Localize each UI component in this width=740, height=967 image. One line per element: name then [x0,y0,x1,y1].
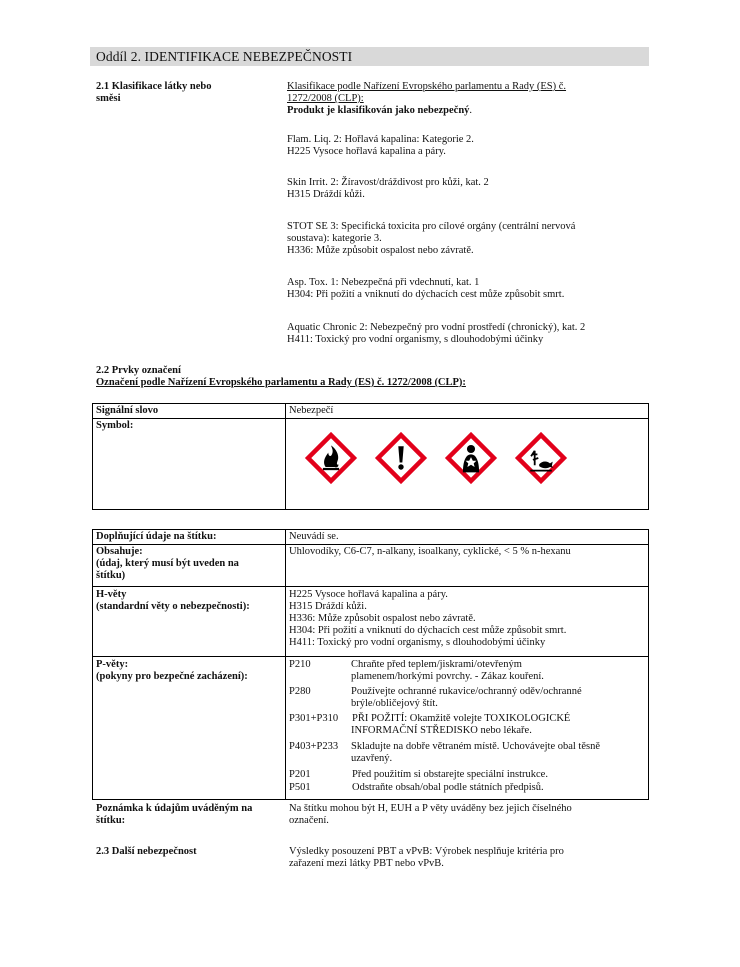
contains-value: Uhlovodíky, C6-C7, n-alkany, isoalkany, cyklické, < 5 % n-hexanu [289,546,571,557]
table-divider [285,403,286,510]
p-text: plamenem/horkými povrchy. - Zákaz kouření. [351,671,544,682]
s21-class-group-2 [287,177,489,201]
s23-label: 2.3 Další nebezpečnost [96,846,197,857]
class-line: H315 Dráždí kůži. [287,189,365,200]
class-line: H304: Při požití a vniknutí do dýchacích cest může způsobit smrt. [287,289,565,300]
class-line: H411: Toxický pro vodní organismy, s dlouhodobými účinky [287,334,544,345]
s23-value: Výsledky posouzení PBT a vPvB: Výrobek nesplňuje kritéria pro zařazení mezi látky PBT nebo vPvB. [289,846,564,869]
p-code: P210 [289,659,311,670]
note-label: Poznámka k údajům uváděným na štítku: [96,803,253,826]
class-line: Flam. Liq. 2: Hořlavá kapalina: Kategorie 2. [287,134,474,145]
h-statements-label: H-věty (standardní věty o nebezpečnosti): [96,589,250,612]
table-divider [92,418,649,419]
p-code: P201 [289,769,311,780]
p-text: uzavřený. [351,753,393,764]
s22-subheading: Označení podle Nařízení Evropského parlamentu a Rady (ES) č. 1272/2008 (CLP): [96,377,466,388]
p-text: brýle/obličejový štít. [351,698,438,709]
section-title: Oddíl 2. IDENTIFIKACE NEBEZPEČNOSTI [96,49,353,64]
table-divider [92,586,649,587]
s21-regulation-line2: 1272/2008 (CLP): [287,93,364,104]
p-text: Chraňte před teplem/jiskrami/otevřeným [351,659,522,670]
p-code: P280 [289,686,311,697]
class-line: H225 Vysoce hořlavá kapalina a páry. [287,146,446,157]
signal-word-label: Signální slovo [96,405,159,416]
s21-label-line1: 2.1 Klasifikace látky nebo [96,81,212,92]
h-statement: H411: Toxický pro vodní organismy, s dlouhodobými účinky [289,637,546,648]
section-header [90,47,649,66]
s21-hazard-statement: Produkt je klasifikován jako nebezpečný. [287,105,473,116]
p-text: Používejte ochranné rukavice/ochranný oděv/ochranné [351,686,582,697]
p-text: INFORMAČNÍ STŘEDISKO nebo lékaře. [351,725,532,736]
p-code: P403+P233 [289,741,339,752]
s21-class-group-5 [287,322,585,346]
s21-regulation-line1: Klasifikace podle Nařízení Evropského parlamentu a Rady (ES) č. [287,81,567,92]
note-value: Na štítku mohou být H, EUH a P věty uváděny bez jejich číselného označení. [289,803,572,826]
symbol-label: Symbol: [96,420,134,431]
h-statement: H304: Při požití a vniknutí do dýchacích cest může způsobit smrt. [289,625,567,636]
s21-class-group-1 [287,134,474,158]
h-statement: H336: Může způsobit ospalost nebo závratě. [289,613,476,624]
signal-word-value: Nebezpečí [289,405,334,416]
class-line: STOT SE 3: Specifická toxicita pro cílové orgány (centrální nervová [287,221,576,232]
contains-label: Obsahuje: (údaj, který musí být uveden na štítku) [96,546,239,581]
suppl-label: Doplňující údaje na štítku: [96,531,217,542]
class-line: Aquatic Chronic 2: Nebezpečný pro vodní prostředí (chronický), kat. 2 [287,322,586,333]
s21-class-group-3 [287,221,575,257]
class-line: Skin Irrit. 2: Žíravost/dráždivost pro kůži, kat. 2 [287,177,489,188]
p-statements-label: P-věty: (pokyny pro bezpečné zacházení): [96,659,248,682]
table-divider [92,656,649,657]
flame-icon [304,431,358,485]
p-text: Odstraňte obsah/obal podle státních předpisů. [352,782,544,793]
environment-icon [514,431,568,485]
s22-heading: 2.2 Prvky označení [96,365,181,376]
h-statement: H315 Dráždí kůži. [289,601,367,612]
p-text: Před použitím si obstarejte speciální instrukce. [352,769,548,780]
health-hazard-icon [444,431,498,485]
p-code: P501 [289,782,311,793]
p-text: Skladujte na dobře větraném místě. Uchovávejte obal těsně [351,741,601,752]
p-code: P301+P310 [289,713,339,724]
h-statements-list [289,589,566,649]
class-line: Asp. Tox. 1: Nebezpečná při vdechnutí, kat. 1 [287,277,480,288]
class-line: soustava): kategorie 3. [287,233,382,244]
p-text: PŘI POŽITÍ: Okamžitě volejte TOXIKOLOGICKÉ [352,713,571,724]
h-statement: H225 Vysoce hořlavá kapalina a páry. [289,589,448,600]
exclamation-icon [374,431,428,485]
s21-label-line2: směsi [96,93,121,104]
p-statements-list [289,659,644,799]
s21-class-group-4 [287,277,564,301]
class-line: H336: Může způsobit ospalost nebo závratě. [287,245,474,256]
suppl-value: Neuvádí se. [289,531,339,542]
table-divider [92,544,649,545]
table-divider [285,529,286,800]
